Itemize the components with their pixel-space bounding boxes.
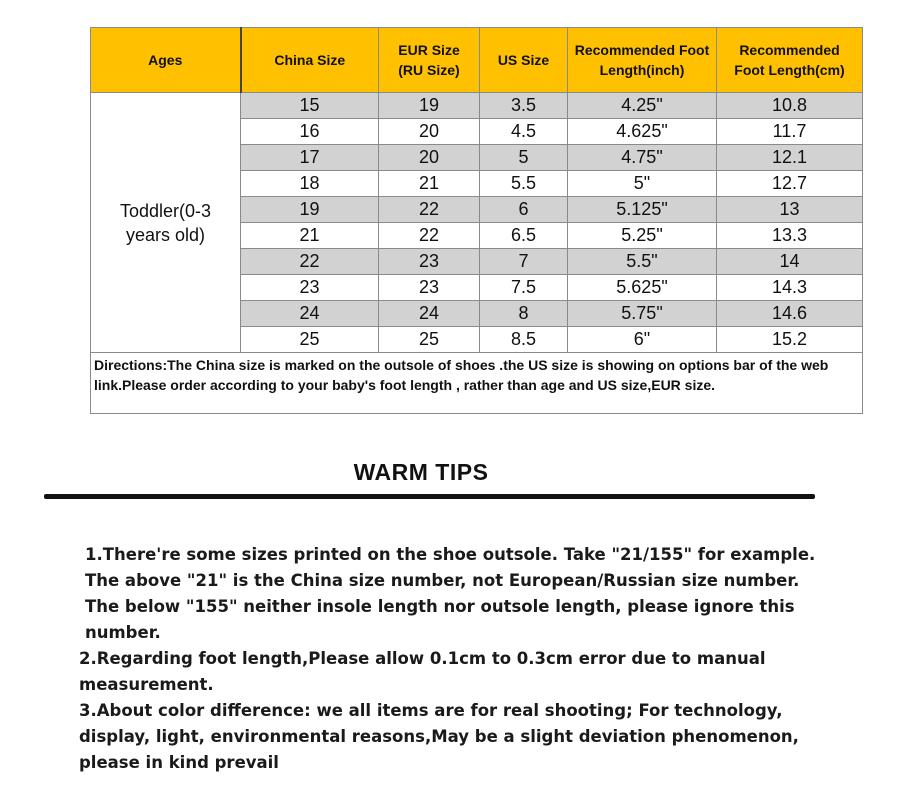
eur-size-cell: 24 [379,301,480,327]
foot-inch-cell: 6" [568,327,717,353]
foot-inch-cell: 4.25" [568,93,717,119]
china-size-cell: 24 [241,301,379,327]
eur-size-cell: 19 [379,93,480,119]
us-size-cell: 7 [480,249,568,275]
tip-item: 3.About color difference: we all items are for real shooting; For technology, display, light, environmental reasons,May be a slight deviation phenomenon, please in kind prevail [79,701,799,772]
foot-inch-cell: 5.125" [568,197,717,223]
foot-cm-cell: 14 [717,249,863,275]
us-size-cell: 7.5 [480,275,568,301]
china-size-cell: 18 [241,171,379,197]
foot-cm-cell: 13 [717,197,863,223]
foot-cm-cell: 12.7 [717,171,863,197]
eur-size-cell: 25 [379,327,480,353]
foot-inch-cell: 4.75" [568,145,717,171]
foot-inch-cell: 5.625" [568,275,717,301]
header-foot-length-cm: Recommended Foot Length(cm) [717,28,863,93]
china-size-cell: 22 [241,249,379,275]
foot-cm-cell: 14.6 [717,301,863,327]
us-size-cell: 5 [480,145,568,171]
eur-size-cell: 20 [379,119,480,145]
warm-tips-list [79,542,819,776]
china-size-cell: 17 [241,145,379,171]
header-foot-length-inch: Recommended Foot Length(inch) [568,28,717,93]
china-size-cell: 15 [241,93,379,119]
china-size-cell: 25 [241,327,379,353]
foot-cm-cell: 15.2 [717,327,863,353]
china-size-cell: 21 [241,223,379,249]
foot-cm-cell: 10.8 [717,93,863,119]
foot-cm-cell: 14.3 [717,275,863,301]
warm-tips-title: WARM TIPS [353,459,489,485]
foot-inch-cell: 4.625" [568,119,717,145]
tip-item: 2.Regarding foot length,Please allow 0.1cm to 0.3cm error due to manual measurement. [79,649,766,694]
eur-size-cell: 20 [379,145,480,171]
us-size-cell: 3.5 [480,93,568,119]
foot-inch-cell: 5.75" [568,301,717,327]
us-size-cell: 6 [480,197,568,223]
foot-inch-cell: 5.5" [568,249,717,275]
foot-inch-cell: 5.25" [568,223,717,249]
foot-cm-cell: 13.3 [717,223,863,249]
foot-cm-cell: 11.7 [717,119,863,145]
title-divider [44,494,815,499]
china-size-cell: 23 [241,275,379,301]
us-size-cell: 5.5 [480,171,568,197]
eur-size-cell: 22 [379,197,480,223]
header-row [91,28,863,93]
eur-size-cell: 22 [379,223,480,249]
foot-inch-cell: 5" [568,171,717,197]
us-size-cell: 8 [480,301,568,327]
header-eur-size: EUR Size (RU Size) [379,28,480,93]
header-ages: Ages [91,28,241,93]
tip-item: 1.There're some sizes printed on the shoe outsole. Take "21/155" for example. The above "21" is the China size number, not European/Russian size number. The below "155" neither insole length nor outsole length, please ignore this number. [85,545,816,642]
us-size-cell: 6.5 [480,223,568,249]
us-size-cell: 4.5 [480,119,568,145]
header-us-size: US Size [480,28,568,93]
size-chart-table [90,27,863,414]
china-size-cell: 16 [241,119,379,145]
eur-size-cell: 23 [379,275,480,301]
foot-cm-cell: 12.1 [717,145,863,171]
eur-size-cell: 21 [379,171,480,197]
china-size-cell: 19 [241,197,379,223]
age-group-cell: Toddler(0-3 years old) [91,93,241,353]
eur-size-cell: 23 [379,249,480,275]
directions-row [91,353,863,414]
table-row [91,93,863,119]
us-size-cell: 8.5 [480,327,568,353]
header-china-size: China Size [241,28,379,93]
directions-note: Directions:The China size is marked on the outsole of shoes .the US size is showing on options bar of the web link.Please order according to your baby's foot length , rather than age and US size,EUR size. [91,353,863,414]
